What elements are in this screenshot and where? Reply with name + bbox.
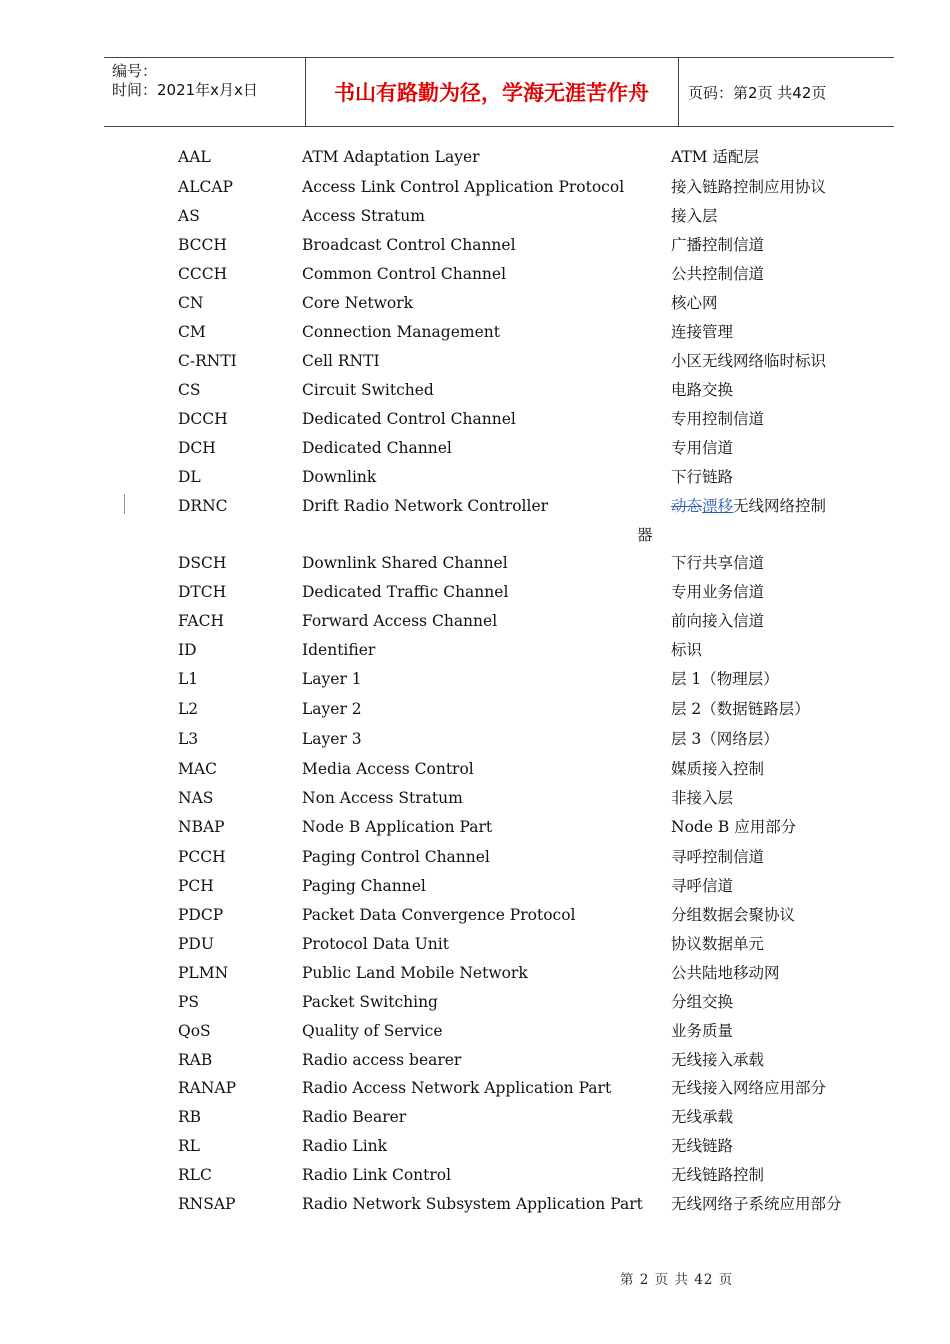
glossary-row (0, 786, 950, 810)
glossary-row (0, 697, 950, 721)
abbreviation: RNSAP (178, 1195, 236, 1213)
abbreviation: ID (178, 641, 197, 659)
glossary-row (0, 1076, 950, 1100)
abbreviation: ALCAP (178, 178, 233, 196)
chinese-term: 下行链路 (671, 468, 734, 486)
english-term: Dedicated Control Channel (302, 410, 516, 428)
glossary-row (0, 845, 950, 869)
abbreviation: PLMN (178, 964, 229, 982)
english-term: Layer 2 (302, 700, 362, 718)
abbreviation: BCCH (178, 236, 227, 254)
glossary-row (0, 1134, 950, 1158)
header-divider (678, 58, 679, 126)
chinese-term: 媒质接入控制 (671, 760, 765, 778)
glossary-row (0, 727, 950, 751)
abbreviation: MAC (178, 760, 217, 778)
glossary-row (0, 667, 950, 691)
chinese-term: 小区无线网络临时标识 (671, 352, 827, 370)
english-term: Radio access bearer (302, 1051, 462, 1069)
english-term: Radio Access Network Application Part (302, 1079, 612, 1097)
glossary-row (0, 903, 950, 927)
glossary-row (0, 580, 950, 604)
chinese-term: 业务质量 (671, 1022, 734, 1040)
chinese-term: 无线网络子系统应用部分 (671, 1195, 842, 1213)
abbreviation: DSCH (178, 554, 227, 572)
abbreviation: FACH (178, 612, 224, 630)
chinese-term: ATM 适配层 (671, 148, 759, 166)
english-term: Public Land Mobile Network (302, 964, 528, 982)
tracked-insertion: 漂移 (702, 497, 734, 515)
glossary-row (0, 815, 950, 839)
english-term: Connection Management (302, 323, 500, 341)
abbreviation: RB (178, 1108, 202, 1126)
abbreviation: NAS (178, 789, 214, 807)
glossary-row (0, 494, 950, 518)
chinese-term: 层 3（网络层） (671, 730, 779, 748)
abbreviation: CN (178, 294, 204, 312)
glossary-row (0, 1048, 950, 1072)
page-header (104, 57, 894, 127)
chinese-term: 专用信道 (671, 439, 734, 457)
header-motto: 书山有路勤为径，学海无涯苦作舟 (334, 80, 649, 105)
chinese-term: 接入层 (671, 207, 718, 225)
english-term: Access Link Control Application Protocol (302, 178, 625, 196)
chinese-term: 专用控制信道 (671, 410, 765, 428)
chinese-term: 寻呼信道 (671, 877, 734, 895)
chinese-term-rest: 无线网络控制 (733, 497, 827, 515)
abbreviation: DCH (178, 439, 216, 457)
abbreviation: PS (178, 993, 200, 1011)
time-label: 时间：2021年x月x日 (112, 81, 258, 99)
chinese-term: 下行共享信道 (671, 554, 765, 572)
abbreviation: DTCH (178, 583, 227, 601)
chinese-term: 分组交换 (671, 993, 734, 1011)
glossary-row (0, 609, 950, 633)
english-term: Radio Link Control (302, 1166, 452, 1184)
english-term: Cell RNTI (302, 352, 380, 370)
english-term: Layer 1 (302, 670, 362, 688)
abbreviation: PCH (178, 877, 214, 895)
chinese-term: 层 2（数据链路层） (671, 700, 810, 718)
english-term: Packet Switching (302, 993, 438, 1011)
glossary-row (0, 233, 950, 257)
chinese-term: 前向接入信道 (671, 612, 765, 630)
english-term: Access Stratum (302, 207, 425, 225)
abbreviation: L3 (178, 730, 199, 748)
chinese-term: 无线承载 (671, 1108, 734, 1126)
english-term: Packet Data Convergence Protocol (302, 906, 576, 924)
abbreviation: RLC (178, 1166, 212, 1184)
chinese-term: 分组数据会聚协议 (671, 906, 796, 924)
chinese-term: 标识 (671, 641, 703, 659)
english-term: Forward Access Channel (302, 612, 498, 630)
chinese-term: 非接入层 (671, 789, 734, 807)
glossary-row (0, 262, 950, 286)
english-term: Dedicated Channel (302, 439, 452, 457)
abbreviation: PDU (178, 935, 214, 953)
english-term: Radio Link (302, 1137, 388, 1155)
glossary-row (0, 407, 950, 431)
glossary-row (0, 932, 950, 956)
english-term: Non Access Stratum (302, 789, 463, 807)
english-term: Protocol Data Unit (302, 935, 449, 953)
english-term: Circuit Switched (302, 381, 434, 399)
english-term: Identifier (302, 641, 376, 659)
glossary-row (0, 175, 950, 199)
chinese-term: 无线链路 (671, 1137, 734, 1155)
page-footer: 第 2 页 共 42 页 (620, 1272, 734, 1288)
abbreviation: RAB (178, 1051, 213, 1069)
glossary-row (0, 1192, 950, 1216)
abbreviation: C-RNTI (178, 352, 237, 370)
english-term: Paging Channel (302, 877, 426, 895)
english-term: Broadcast Control Channel (302, 236, 516, 254)
abbreviation: CM (178, 323, 206, 341)
glossary-row (0, 1163, 950, 1187)
abbreviation: PDCP (178, 906, 224, 924)
glossary-row (0, 204, 950, 228)
abbreviation: CS (178, 381, 201, 399)
english-term: Paging Control Channel (302, 848, 490, 866)
glossary-row (0, 436, 950, 460)
chinese-term: 专用业务信道 (671, 583, 765, 601)
chinese-term: 无线接入承载 (671, 1051, 765, 1069)
chinese-term: 电路交换 (671, 381, 734, 399)
abbreviation: RANAP (178, 1079, 237, 1097)
chinese-term: 无线链路控制 (671, 1166, 765, 1184)
english-term: Downlink Shared Channel (302, 554, 508, 572)
chinese-term: 无线接入网络应用部分 (671, 1079, 827, 1097)
glossary-row (0, 349, 950, 373)
glossary-row (0, 757, 950, 781)
tracked-deletion: 动态 (671, 497, 703, 515)
chinese-term: 公共控制信道 (671, 265, 765, 283)
abbreviation: QoS (178, 1022, 211, 1040)
chinese-term-wrap: 器 (637, 526, 653, 544)
glossary-row (0, 145, 950, 169)
glossary-row (0, 1105, 950, 1129)
abbreviation: NBAP (178, 818, 225, 836)
glossary-row (0, 990, 950, 1014)
abbreviation: DCCH (178, 410, 228, 428)
glossary-row (0, 465, 950, 489)
glossary-row (0, 638, 950, 662)
chinese-term: 公共陆地移动网 (671, 964, 780, 982)
chinese-term: 连接管理 (671, 323, 734, 341)
english-term: Radio Network Subsystem Application Part (302, 1195, 643, 1213)
glossary-row (0, 551, 950, 575)
english-term: Drift Radio Network Controller (302, 497, 549, 515)
glossary-row (0, 320, 950, 344)
glossary-row (0, 874, 950, 898)
abbreviation: RL (178, 1137, 200, 1155)
abbreviation: DRNC (178, 497, 228, 515)
glossary-row (0, 291, 950, 315)
english-term: Common Control Channel (302, 265, 507, 283)
chinese-term: 层 1（物理层） (671, 670, 779, 688)
abbreviation: PCCH (178, 848, 226, 866)
english-term: Layer 3 (302, 730, 362, 748)
serial-label: 编号： (112, 62, 158, 80)
chinese-term: 寻呼控制信道 (671, 848, 765, 866)
abbreviation: AAL (178, 148, 211, 166)
english-term: Core Network (302, 294, 414, 312)
glossary-row (0, 378, 950, 402)
english-term: Dedicated Traffic Channel (302, 583, 509, 601)
glossary-row (0, 961, 950, 985)
header-meta (112, 62, 258, 100)
header-page-info: 页码：第2页 共42页 (688, 83, 827, 102)
english-term: Node B Application Part (302, 818, 493, 836)
abbreviation: DL (178, 468, 201, 486)
english-term: Quality of Service (302, 1022, 443, 1040)
chinese-term (671, 494, 826, 518)
english-term: Radio Bearer (302, 1108, 407, 1126)
english-term: Media Access Control (302, 760, 474, 778)
chinese-term: 接入链路控制应用协议 (671, 178, 827, 196)
abbreviation: L2 (178, 700, 199, 718)
chinese-term: 协议数据单元 (671, 935, 765, 953)
glossary-row (0, 1019, 950, 1043)
chinese-term: Node B 应用部分 (671, 818, 797, 836)
abbreviation: L1 (178, 670, 199, 688)
chinese-term: 核心网 (671, 294, 718, 312)
chinese-term: 广播控制信道 (671, 236, 765, 254)
abbreviation: AS (178, 207, 200, 225)
english-term: ATM Adaptation Layer (302, 148, 480, 166)
english-term: Downlink (302, 468, 377, 486)
abbreviation: CCCH (178, 265, 228, 283)
